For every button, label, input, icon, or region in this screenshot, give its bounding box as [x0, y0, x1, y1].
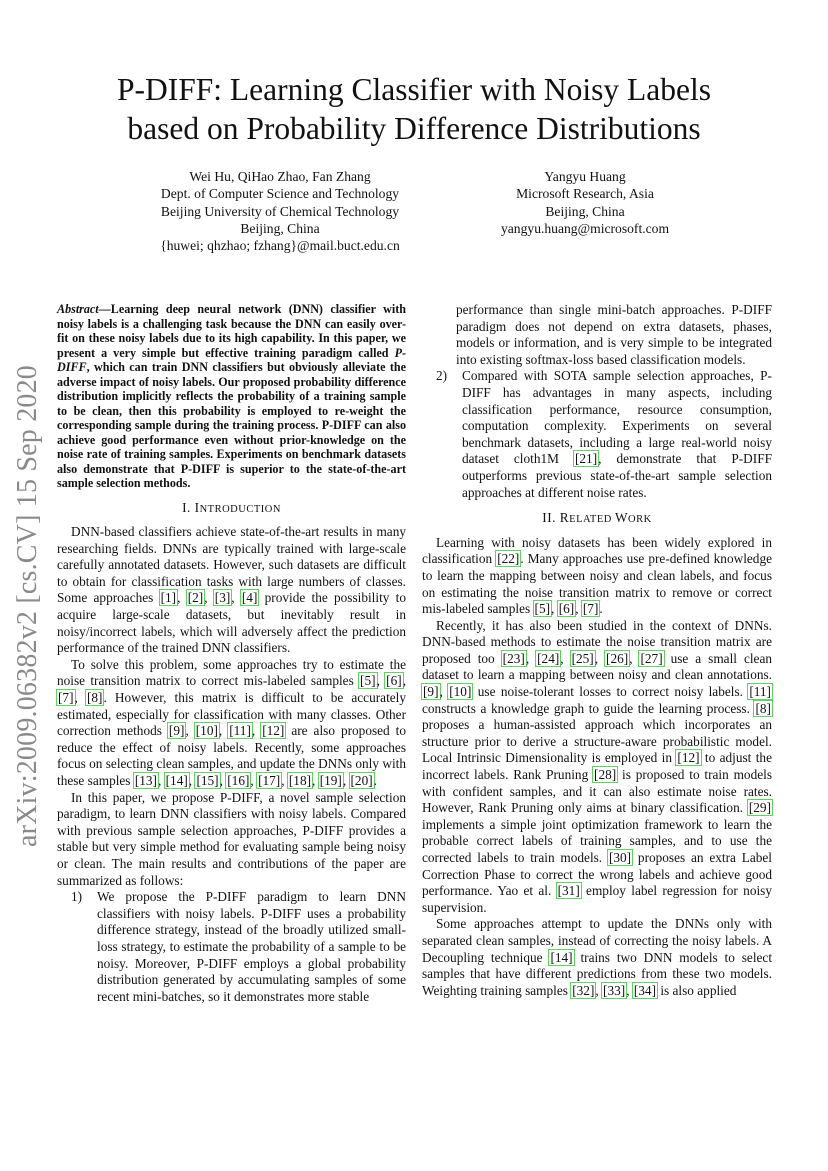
author-email[interactable]: {huwei; qhzhao; fzhang}@mail.buct.edu.cn: [160, 238, 400, 254]
affiliation-line: Microsoft Research, Asia: [516, 186, 654, 202]
right-column: [422, 302, 772, 999]
paragraph: Some approaches attempt to update the DNNs only with separated clean samples, instead of correcting the noisy labels. A Decoupling technique [14] trains two DNN models to select samples that have different predictions from these two models. Weighting training samples [32], [33], [34] is also applied: [422, 916, 773, 998]
citation-link[interactable]: [18]: [288, 773, 312, 788]
citation-link[interactable]: [11]: [749, 684, 771, 700]
left-column: [57, 302, 406, 1005]
citation-link[interactable]: [24]: [537, 650, 560, 666]
citation-link[interactable]: [2]: [187, 590, 204, 606]
contribution-list: [57, 889, 406, 1005]
paragraph: DNN-based classifiers achieve state-of-the-art results in many researching fields. DNNs are typically trained with large-scale carefully annotated datasets. However, such datasets are difficult to obtain for classification tasks with large numbers of classes. Some approaches [1], [2], [3], [4] provide the possibility to acquire large-scale datasets, but inevitably result in noisy/incorrect labels, which will adversely affect the prediction performance of the trained DNN classifiers.: [57, 524, 406, 656]
citation-link[interactable]: [16]: [227, 773, 250, 788]
author-names: Yangyu Huang: [544, 169, 626, 184]
arxiv-identifier[interactable]: arXiv:2009.06382v2 [cs.CV] 15 Sep 2020: [12, 364, 43, 848]
citation-link[interactable]: [31]: [557, 883, 580, 899]
citation-link[interactable]: [3]: [214, 590, 231, 606]
citation-link[interactable]: [5]: [534, 601, 551, 617]
citation-link[interactable]: [15]: [196, 773, 219, 788]
citation-link[interactable]: [9]: [423, 684, 439, 700]
list-item: [422, 302, 772, 368]
list-item-text: We propose the P-DIFF paradigm to learn DNN classifiers with noisy labels. P-DIFF uses a probability difference strategy, instead of the broadly utilized small-loss strategy, to estimate the probability of a sample to be noisy. Moreover, P-DIFF employs a global probability distribution generated by accumulating samples of some recent mini-batches, so it demonstrates more stable: [97, 889, 406, 1004]
citation-link[interactable]: [6]: [386, 673, 402, 689]
citation-link[interactable]: [20]: [350, 773, 373, 788]
citation-link[interactable]: [34]: [633, 982, 657, 998]
citation-link[interactable]: [13]: [134, 773, 157, 788]
citation-link[interactable]: [9]: [168, 723, 185, 739]
citation-link[interactable]: [5]: [360, 673, 376, 689]
citation-link[interactable]: [29]: [748, 800, 771, 816]
citation-link[interactable]: [8]: [86, 690, 103, 706]
title-line: P-DIFF: Learning Classifier with Noisy Labels: [116, 72, 712, 107]
citation-link[interactable]: [7]: [582, 601, 599, 617]
citation-link[interactable]: [14]: [165, 773, 188, 788]
citation-link[interactable]: [33]: [603, 982, 626, 998]
citation-link[interactable]: [10]: [195, 723, 218, 739]
citation-link[interactable]: [12]: [677, 750, 700, 766]
citation-link[interactable]: [21]: [574, 451, 598, 467]
abstract-text: , which can train DNN classifiers but obviously alleviate the adverse impact of noisy labels. Our proposed probability difference distribution implicitly reflects the probability of a training sample to be clean, then this probability is employed to re-weight the corresponding sample during the training process. P-DIFF can also achieve good performance even without prior-knowledge on the noise rate of training samples. Experiments on benchmark datasets also demonstrate that P-DIFF is superior to the state-of-the-art sample selection methods.: [57, 360, 406, 490]
smallcaps-text: ORK: [628, 514, 652, 526]
paragraph: In this paper, we propose P-DIFF, a novel sample selection paradigm, to learn DNN classifiers with noisy labels. Compared with previous sample selection approaches, P-DIFF provides a stable but very simple method for evaluating sample being noisy or clean. The main results and contributions of the paper are summarized as follows:: [57, 789, 406, 888]
citation-link[interactable]: [6]: [558, 601, 575, 617]
paragraph: To solve this problem, some approaches try to estimate the noise transition matrix to correct mis-labeled samples [5], [6], [7], [8]. However, this matrix is difficult to be accurately estimated, especially for classification with many classes. Other correction methods [9], [10], [11], [12] are also proposed to reduce the effect of noisy labels. Recently, some approaches focus on selecting clean samples, and update the DNNs only with these samples [13], [14], [15], [16], [17], [18], [19], [20].: [57, 656, 407, 788]
section-heading: I. INTRODUCTION: [182, 499, 281, 515]
abstract-text: —Learning deep neural network (DNN) classifier with noisy labels is a challenging task because the DNN can easily over-fit on these noisy labels due to its high capability. In this paper, we present a very simple but effective training paradigm called: [57, 302, 406, 360]
citation-link[interactable]: [28]: [594, 767, 617, 783]
affiliation-line: Beijing, China: [240, 220, 320, 236]
author-block-microsoft: [455, 168, 715, 237]
list-number: 1): [71, 889, 83, 905]
list-item: [422, 368, 772, 501]
right-column-body: [422, 302, 772, 999]
citation-link[interactable]: [14]: [550, 949, 573, 965]
author-names: Wei Hu, QiHao Zhao, Fan Zhang: [189, 169, 371, 184]
list-item: [57, 889, 406, 1005]
paragraph: Recently, it has also been studied in the context of DNNs. DNN-based methods to estimate the noise transition matrix are proposed too [23], [24], [25], [26], [27] use a small clean dataset to learn a mapping between noisy and clean annotations. [9], [10] use noise-tolerant losses to correct noisy labels. [11] constructs a knowledge graph to guide the learning process. [8] proposes a human-assisted approach which incorporates an structure prior to derive a structure-aware probabilistic model. Local Intrinsic Dimensionality is employed in [12] to adjust the incorrect labels. Rank Pruning [28] is proposed to train models with confident samples, and it can also estimate noise rates. However, Rank Pruning only aims at binary classification. [29] implements a simple joint optimization framework to learn the probable correct labels of training samples, and to use the corrected labels to train models. [30] proposes an extra Label Correction Phase to correct the wrong labels and achieve good performance. Yao et al. [31] employ label regression for noisy supervision.: [422, 617, 773, 915]
smallcaps-text: NTRODUCTION: [199, 503, 281, 515]
section-heading: II. RELATED WORK: [542, 510, 652, 526]
affiliation-line: Beijing University of Chemical Technology: [160, 203, 400, 219]
smallcaps-text: ELATED: [569, 514, 615, 526]
affiliation-line: Beijing, China: [545, 203, 625, 219]
citation-link[interactable]: [27]: [640, 650, 663, 666]
citation-link[interactable]: [22]: [497, 551, 520, 567]
citation-link[interactable]: [4]: [241, 590, 258, 606]
citation-link[interactable]: [12]: [262, 723, 285, 739]
citation-link[interactable]: [30]: [608, 850, 632, 865]
paper-title: [60, 70, 768, 148]
citation-link[interactable]: [10]: [449, 684, 472, 700]
citation-link[interactable]: [19]: [319, 773, 342, 788]
affiliation-line: Dept. of Computer Science and Technology: [160, 186, 400, 202]
citation-link[interactable]: [7]: [58, 690, 74, 706]
paragraph: Learning with noisy datasets has been widely explored in classification [22]. Many approaches use pre-defined knowledge to learn the mapping between noisy and clean labels, and focus on estimating the noise transition matrix to remove or correct mis-labeled samples [5], [6], [7].: [422, 534, 772, 617]
arxiv-stamp: [8, 364, 48, 848]
contribution-list: [422, 302, 772, 501]
citation-link[interactable]: [17]: [258, 773, 281, 788]
citation-link[interactable]: [1]: [160, 590, 177, 606]
author-block-buct: [140, 168, 420, 254]
list-item-text: performance than single mini-batch approaches. P-DIFF paradigm does not depend on extra datasets, phases, models or information, and is very simple to be integrated into existing softmax-loss based classification models.: [456, 302, 772, 367]
abstract: [57, 302, 406, 491]
list-item-text: Compared with SOTA sample selection approaches, P-DIFF has advantages in many aspects, including classification performance, resource consumption, computation complexity. Experiments on several benchmark datasets, including a large real-world noisy dataset cloth1M [21], demonstrate that P-DIFF outperforms previous state-of-the-art sample selection approaches at different noise rates.: [462, 368, 772, 500]
list-number: 2): [436, 368, 448, 384]
left-column-body: [57, 500, 406, 1006]
title-line: based on Probability Difference Distributions: [127, 111, 701, 146]
citation-link[interactable]: [11]: [229, 723, 251, 739]
abstract-emphasis: P-DIFF: [57, 345, 406, 374]
citation-link[interactable]: [23]: [502, 650, 525, 666]
abstract-label: Abstract: [57, 302, 99, 316]
citation-link[interactable]: [26]: [606, 650, 629, 666]
citation-link[interactable]: [25]: [571, 650, 594, 666]
citation-link[interactable]: [32]: [572, 982, 595, 998]
author-email[interactable]: yangyu.huang@microsoft.com: [500, 220, 670, 236]
citation-link[interactable]: [8]: [755, 700, 771, 716]
